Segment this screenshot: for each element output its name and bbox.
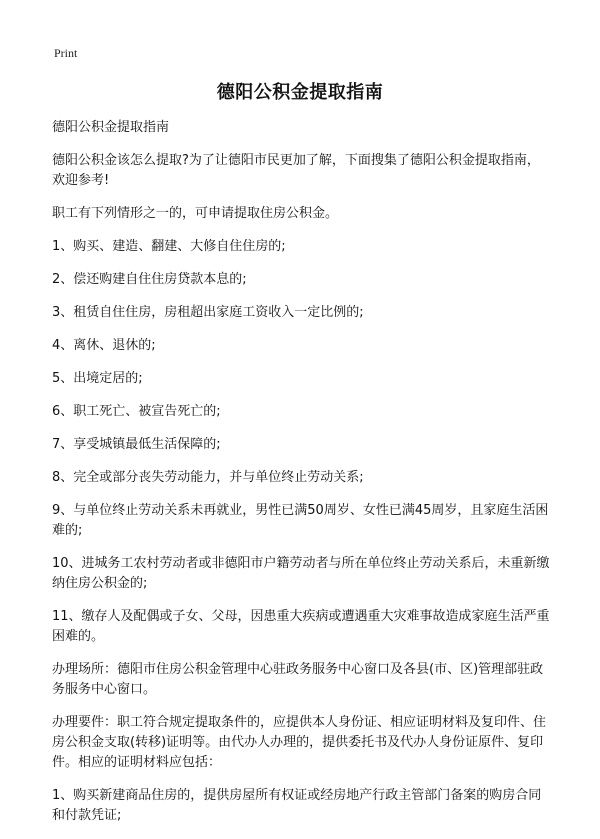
document-body <box>52 118 552 839</box>
list-item-condition-11: 11、缴存人及配偶或子女、父母，因患重大疾病或遭遇重大灾难事故造成家庭生活严重困难的。 <box>52 609 550 644</box>
list-item-condition-6: 6、职工死亡、被宣告死亡的; <box>52 404 221 419</box>
list-item-condition-8: 8、完全或部分丧失劳动能力，并与单位终止劳动关系; <box>52 470 364 485</box>
print-label[interactable]: Print <box>54 46 78 60</box>
list-item-condition-10: 10、进城务工农村劳动者或非德阳市户籍劳动者与所在单位终止劳动关系后，未重新缴纳住房公积金的; <box>52 556 550 591</box>
paragraph-subtitle: 德阳公积金提取指南 <box>52 120 170 135</box>
document-title: 德阳公积金提取指南 <box>216 82 384 103</box>
list-item-condition-2: 2、偿还购建自住住房贷款本息的; <box>52 272 247 287</box>
list-item-document-1: 1、购买新建商品住房的，提供房屋所有权证或经房地产行政主管部门备案的购房合同和付款凭证; <box>52 788 542 823</box>
paragraph-conditions-heading: 职工有下列情形之一的，可申请提取住房公积金。 <box>52 206 339 221</box>
paragraph-intro: 德阳公积金该怎么提取?为了让德阳市民更加了解，下面搜集了德阳公积金提取指南，欢迎参考! <box>52 153 540 188</box>
list-item-condition-4: 4、离休、退休的; <box>52 338 156 353</box>
list-item-condition-9: 9、与单位终止劳动关系未再就业，男性已满50周岁、女性已满45周岁，且家庭生活困难的; <box>52 503 549 538</box>
list-item-condition-3: 3、租赁自住住房，房租超出家庭工资收入一定比例的; <box>52 305 364 320</box>
list-item-condition-1: 1、购买、建造、翻建、大修自住住房的; <box>52 239 286 254</box>
list-item-condition-7: 7、享受城镇最低生活保障的; <box>52 437 221 452</box>
list-item-condition-5: 5、出境定居的; <box>52 371 143 386</box>
paragraph-office-location: 办理场所：德阳市住房公积金管理中心驻政务服务中心窗口及各县(市、区)管理部驻政务服务中心窗口。 <box>52 662 544 697</box>
paragraph-required-documents: 办理要件：职工符合规定提取条件的，应提供本人身份证、相应证明材料及复印件、住房公积金支取(转移)证明等。由代办人办理的，提供委托书及代办人身份证原件、复印件。相应的证明材料应包括： <box>52 715 547 770</box>
